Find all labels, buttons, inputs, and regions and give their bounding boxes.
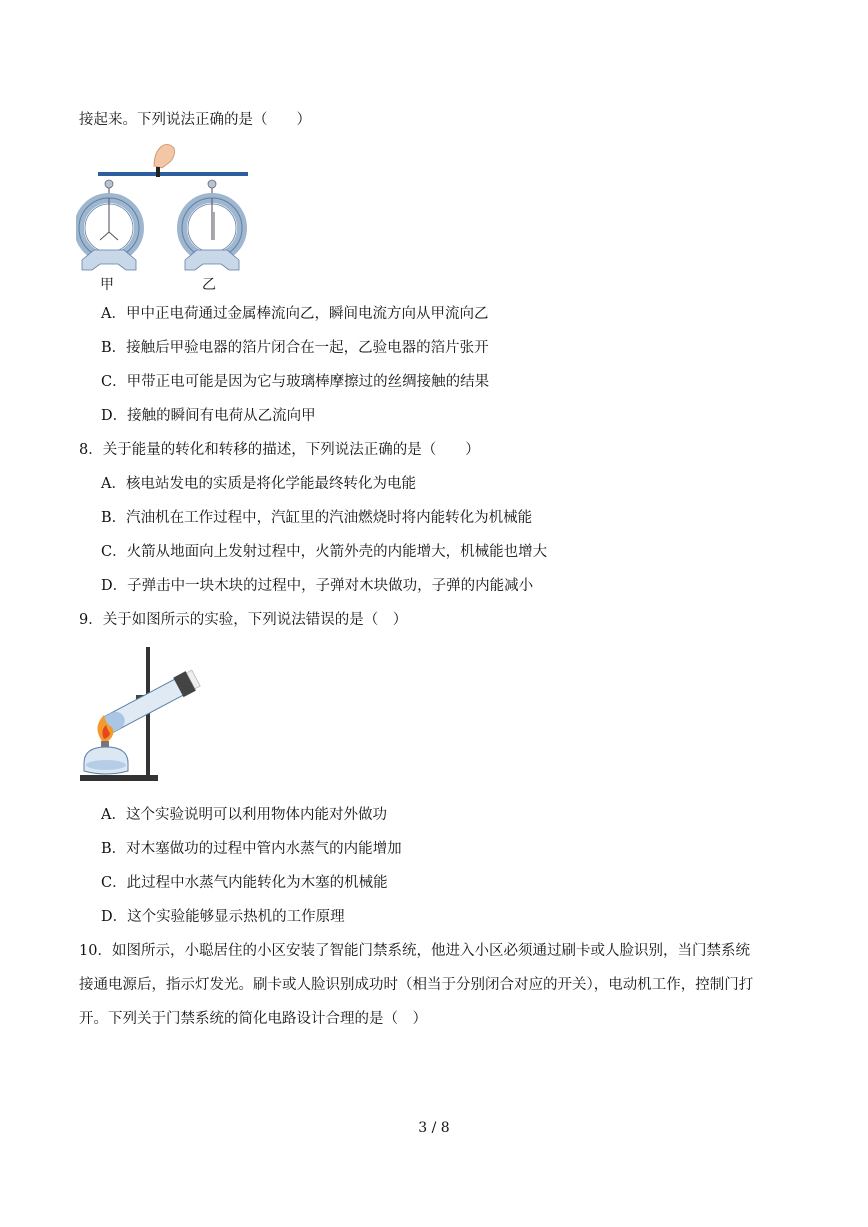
q9-option-a: A．这个实验说明可以利用物体内能对外做功 (101, 807, 387, 823)
q9-option-c: C．此过程中水蒸气内能转化为木塞的机械能 (101, 875, 388, 891)
steam-experiment-diagram (76, 645, 206, 785)
q10-stem-line-3: 开。下列关于门禁系统的简化电路设计合理的是（ ） (79, 1011, 427, 1027)
electroscope-diagram (76, 140, 256, 275)
q8-option-a: A．核电站发电的实质是将化学能最终转化为电能 (101, 476, 416, 492)
q8-option-c: C．火箭从地面向上发射过程中，火箭外壳的内能增大，机械能也增大 (101, 544, 548, 560)
label-yi: 乙 (202, 277, 216, 293)
q9-option-d: D．这个实验能够显示热机的工作原理 (101, 909, 345, 925)
q7-option-c: C．甲带正电可能是因为它与玻璃棒摩擦过的丝绸接触的结果 (101, 374, 490, 390)
steam-experiment-figure (76, 645, 206, 785)
q10-stem-line-1: 10．如图所示，小聪居住的小区安装了智能门禁系统，他进入小区必须通过刷卡或人脸识别，当门禁系统 (79, 943, 750, 959)
q8-option-d: D．子弹击中一块木块的过程中，子弹对木块做功，子弹的内能减小 (101, 578, 534, 594)
q7-stem-tail: 接起来。下列说法正确的是（ ） (79, 112, 311, 128)
q9-option-b: B．对木塞做功的过程中管内水蒸气的内能增加 (101, 841, 402, 857)
electroscope-figure (76, 140, 256, 300)
page-number: 3 / 8 (418, 1120, 450, 1136)
q10-stem-line-2: 接通电源后，指示灯发光。刷卡或人脸识别成功时（相当于分别闭合对应的开关），电动机工作，控制门打 (79, 977, 754, 993)
label-jia: 甲 (100, 277, 114, 293)
q9-stem: 9．关于如图所示的实验，下列说法错误的是（ ） (79, 612, 408, 628)
electroscope-right (182, 180, 242, 270)
q7-option-a: A．甲中正电荷通过金属棒流向乙，瞬间电流方向从甲流向乙 (101, 306, 489, 322)
q7-option-d: D．接触的瞬间有电荷从乙流向甲 (101, 408, 316, 424)
electroscope-left (79, 180, 139, 270)
q8-stem: 8．关于能量的转化和转移的描述，下列说法正确的是（ ） (79, 442, 480, 458)
q8-option-b: B．汽油机在工作过程中，汽缸里的汽油燃烧时将内能转化为机械能 (101, 510, 533, 526)
q7-option-b: B．接触后甲验电器的箔片闭合在一起，乙验电器的箔片张开 (101, 340, 489, 356)
